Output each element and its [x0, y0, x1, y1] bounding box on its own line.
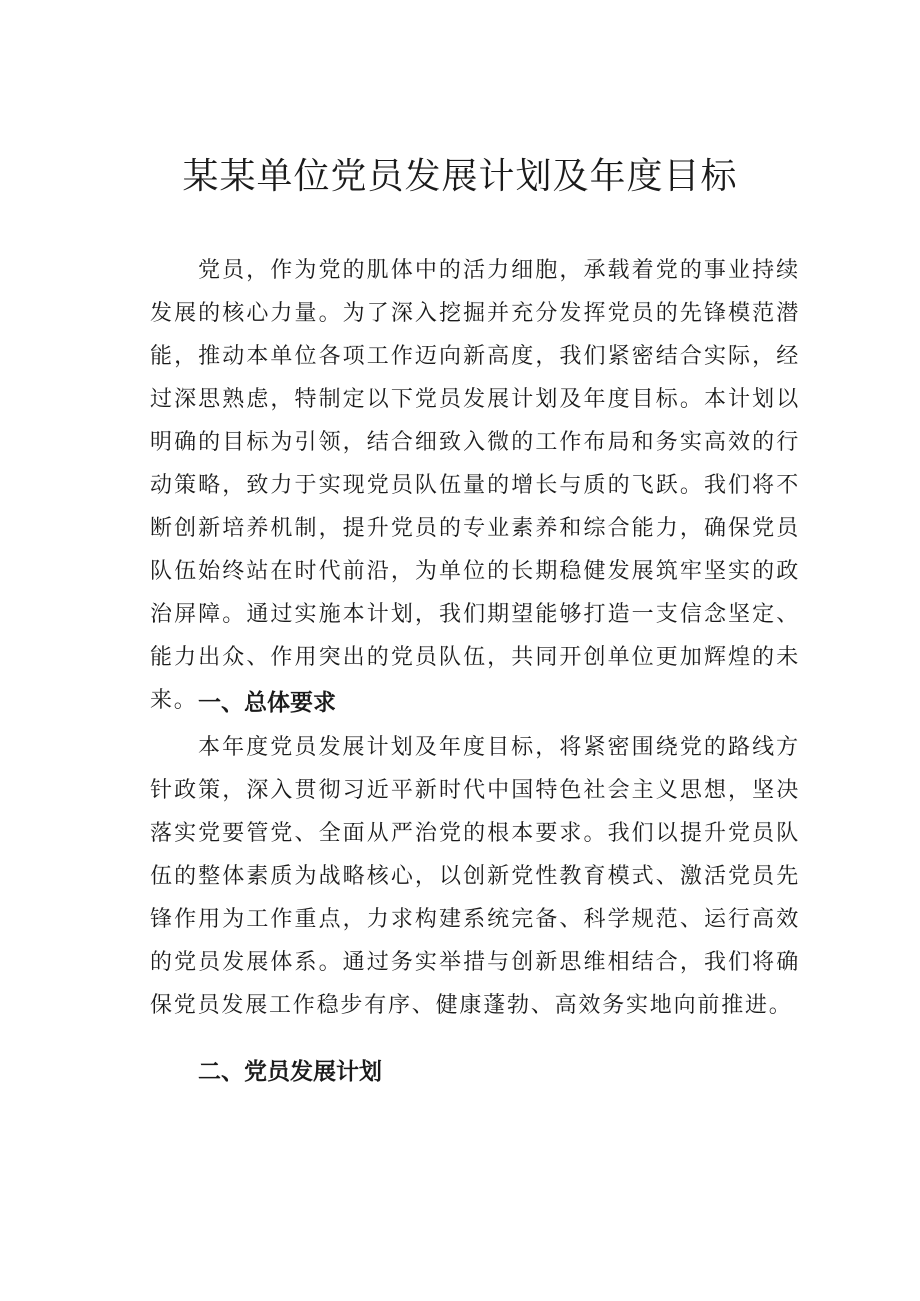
section-heading-development-plan: 二、党员发展计划	[198, 1059, 382, 1085]
general-requirements-paragraph: 本年度党员发展计划及年度目标，将紧密围绕党的路线方针政策，深入贯彻习近平新时代中国特色社会主义思想，坚决落实党要管党、全面从严治党的根本要求。我们以提升党员队伍的整体素质为战略核心，以创新党性教育模式、激活党员先锋作用为工作重点，力求构建系统完备、科学规范、运行高效的党员发展体系。通过务实举措与创新思维相结合，我们将确保党员发展工作稳步有序、健康蓬勃、高效务实地向前推进。	[150, 735, 800, 1018]
intro-paragraph: 党员，作为党的肌体中的活力细胞，承载着党的事业持续发展的核心力量。为了深入挖掘并充分发挥党员的先锋模范潜能，推动本单位各项工作迈向新高度，我们紧密结合实际，经过深思熟虑，特制定以下党员发展计划及年度目标。本计划以明确的目标为引领，结合细致入微的工作布局和务实高效的行动策略，致力于实现党员队伍量的增长与质的飞跃。我们将不断创新培养机制，提升党员的专业素养和综合能力，确保党员队伍始终站在时代前沿，为单位的长期稳健发展筑牢坚实的政治屏障。通过实施本计划，我们期望能够打造一支信念坚定、能力出众、作用突出的党员队伍，共同开创单位更加辉煌的未来。	[150, 258, 800, 713]
document-title: 某某单位党员发展计划及年度目标	[182, 156, 738, 197]
section-heading-general-requirements: 一、总体要求	[198, 690, 336, 716]
